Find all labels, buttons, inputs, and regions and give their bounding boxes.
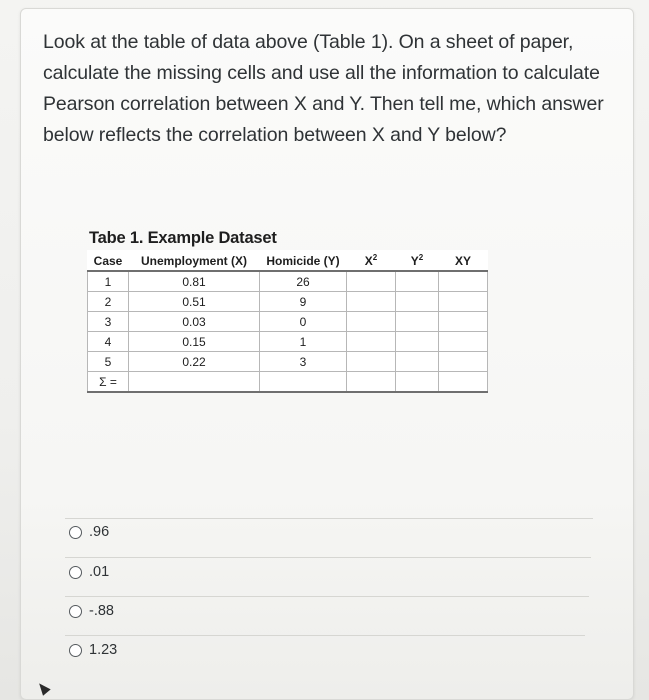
radio-circle-icon[interactable]	[69, 605, 82, 618]
answer-option-label: 1.23	[89, 642, 118, 658]
table-row	[88, 332, 488, 352]
header-xy: XY	[439, 251, 488, 272]
question-card	[20, 8, 634, 700]
cell-x: 0.03	[129, 312, 260, 332]
cell-sum-y-squared	[396, 372, 439, 393]
cell-x-squared	[347, 312, 396, 332]
cell-case: 4	[88, 332, 129, 352]
table-sum-row	[88, 372, 488, 393]
table-row	[88, 312, 488, 332]
divider	[65, 635, 585, 636]
cell-x: 0.81	[129, 271, 260, 292]
radio-circle-icon[interactable]	[69, 566, 82, 579]
table-caption: Tabe 1. Example Dataset	[89, 229, 277, 247]
cell-sum-y	[260, 372, 347, 393]
table-row	[88, 352, 488, 372]
divider	[65, 518, 593, 519]
radio-circle-icon[interactable]	[69, 526, 82, 539]
answer-option-4[interactable]	[69, 642, 117, 658]
table-row	[88, 271, 488, 292]
answer-option-label: .96	[89, 524, 110, 540]
cell-xy	[439, 292, 488, 312]
cell-sum-x-squared	[347, 372, 396, 393]
cell-x-squared	[347, 352, 396, 372]
radio-circle-icon[interactable]	[69, 644, 82, 657]
question-text: Look at the table of data above (Table 1). On a sheet of paper, calculate the missing cells and use all the information to calculate Pearson correlation between X and Y. Then tell me, which answer below reflects the correlation between X and Y below?	[43, 31, 604, 146]
cell-y-squared	[396, 352, 439, 372]
cell-case: 1	[88, 271, 129, 292]
answer-option-1[interactable]	[69, 524, 109, 540]
cell-case: 2	[88, 292, 129, 312]
cell-xy	[439, 352, 488, 372]
answer-option-2[interactable]	[69, 564, 109, 580]
cell-y: 1	[260, 332, 347, 352]
cell-xy	[439, 271, 488, 292]
header-unemployment: Unemployment (X)	[129, 251, 260, 272]
cell-x: 0.22	[129, 352, 260, 372]
header-homicide: Homicide (Y)	[260, 251, 347, 272]
cell-y: 3	[260, 352, 347, 372]
answer-option-label: -.88	[89, 603, 114, 619]
header-x-squared: $X^2$	[347, 251, 396, 272]
cell-sum-xy	[439, 372, 488, 393]
cell-y: 0	[260, 312, 347, 332]
table-row	[88, 292, 488, 312]
header-y-squared: $Y^2$	[396, 251, 439, 272]
cell-y: 26	[260, 271, 347, 292]
cell-y-squared	[396, 271, 439, 292]
cell-x-squared	[347, 332, 396, 352]
dataset-table-figure	[87, 229, 507, 393]
cell-case: 3	[88, 312, 129, 332]
cell-case: 5	[88, 352, 129, 372]
cell-x: 0.15	[129, 332, 260, 352]
divider	[65, 596, 589, 597]
divider	[65, 557, 591, 558]
cell-x-squared	[347, 292, 396, 312]
cell-y: 9	[260, 292, 347, 312]
answer-option-3[interactable]	[69, 603, 114, 619]
header-case: Case	[88, 251, 129, 272]
cell-x: 0.51	[129, 292, 260, 312]
answer-option-label: .01	[89, 564, 110, 580]
cell-y-squared	[396, 292, 439, 312]
cell-y-squared	[396, 332, 439, 352]
cell-sum-label: Σ =	[88, 372, 129, 393]
cell-x-squared	[347, 271, 396, 292]
cell-xy	[439, 332, 488, 352]
table-header-row	[88, 251, 488, 272]
cell-sum-x	[129, 372, 260, 393]
cell-xy	[439, 312, 488, 332]
dataset-table	[87, 250, 488, 393]
cell-y-squared	[396, 312, 439, 332]
